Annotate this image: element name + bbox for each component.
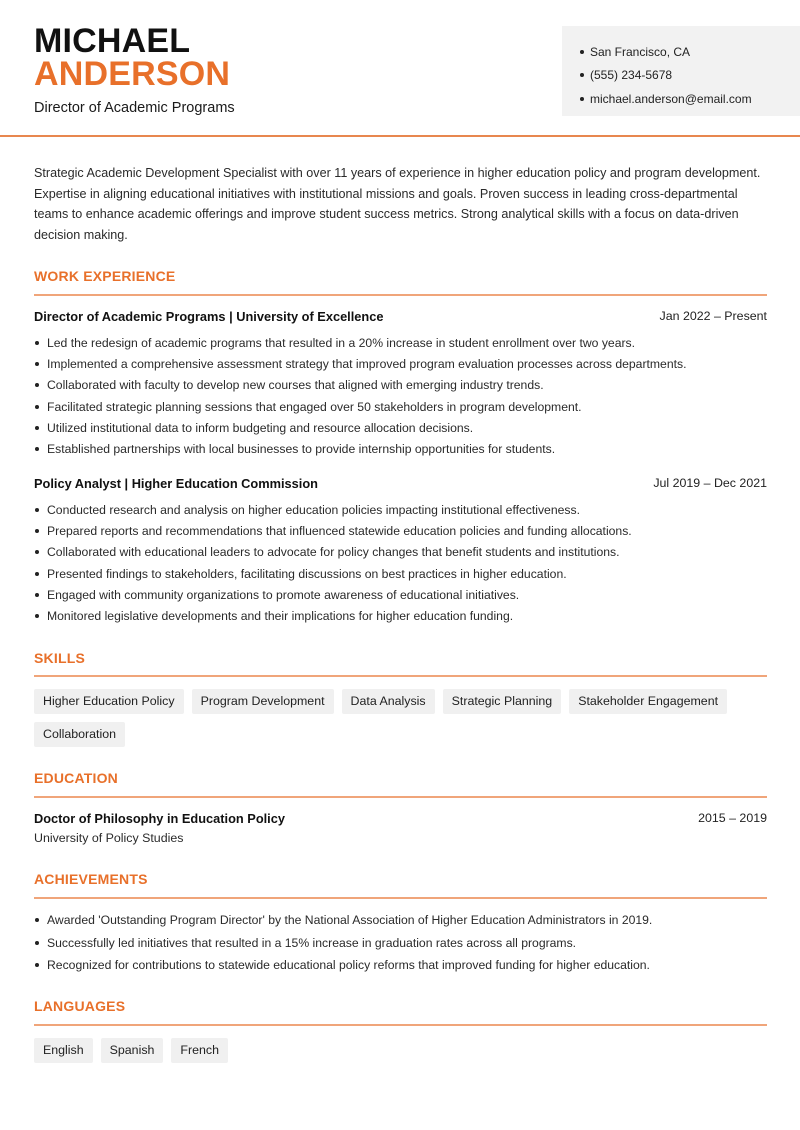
- list-item: [34, 375, 767, 396]
- list-item-text: Prepared reports and recommendations that influenced statewide education policies and funding allocations.: [47, 523, 632, 538]
- education-header: [34, 811, 767, 826]
- bullet-icon: [35, 941, 39, 945]
- bullet-icon: [35, 572, 39, 576]
- first-name: MICHAEL: [34, 22, 191, 60]
- list-item-text: Facilitated strategic planning sessions that engaged over 50 stakeholders in program development.: [47, 399, 582, 414]
- achievements-list: [34, 909, 767, 977]
- bullet-icon: [35, 362, 39, 366]
- bullet-icon: [35, 426, 39, 430]
- contact-phone-text[interactable]: (555) 234-5678: [590, 68, 673, 83]
- contact-email[interactable]: [580, 87, 800, 111]
- list-item: [34, 932, 767, 955]
- section-divider: [34, 294, 767, 296]
- section-title-skills: SKILLS: [34, 650, 85, 666]
- list-item: [34, 438, 767, 459]
- bullet-icon: [35, 550, 39, 554]
- job-dates: Jan 2022 – Present: [659, 309, 767, 323]
- job-role: Policy Analyst | Higher Education Commission: [34, 476, 318, 491]
- bullet-icon: [35, 405, 39, 409]
- bullet-icon: [35, 508, 39, 512]
- skill-chip: Higher Education Policy: [34, 689, 184, 714]
- list-item: [34, 542, 767, 563]
- list-item-text: Implemented a comprehensive assessment strategy that improved program evaluation processes across departments.: [47, 356, 687, 371]
- bullet-icon: [35, 593, 39, 597]
- section-title-achievements: ACHIEVEMENTS: [34, 871, 148, 887]
- section-divider: [34, 897, 767, 899]
- bullet-icon: [35, 447, 39, 451]
- contact-box: [562, 26, 800, 116]
- list-item-text: Established partnerships with local businesses to provide internship opportunities for students.: [47, 442, 556, 457]
- section-divider: [34, 675, 767, 677]
- job-role: Director of Academic Programs | University of Excellence: [34, 309, 384, 324]
- bullet-icon: [35, 529, 39, 533]
- bullet-icon: [580, 97, 584, 101]
- language-chip: French: [171, 1038, 228, 1063]
- list-item: [34, 417, 767, 438]
- section-title-work: WORK EXPERIENCE: [34, 268, 176, 284]
- contact-phone[interactable]: [580, 64, 800, 88]
- list-item: [34, 954, 767, 977]
- list-item-text: Conducted research and analysis on higher education policies impacting institutional effectiveness.: [47, 502, 580, 517]
- list-item-text: Led the redesign of academic programs that resulted in a 20% increase in student enrollment over two years.: [47, 335, 636, 350]
- last-name: ANDERSON: [34, 55, 231, 93]
- list-item-text: Awarded 'Outstanding Program Director' by the National Association of Higher Education Administrators in 2019.: [47, 913, 653, 928]
- list-item: [34, 396, 767, 417]
- education-degree: Doctor of Philosophy in Education Policy: [34, 811, 285, 826]
- section-title-education: EDUCATION: [34, 770, 118, 786]
- list-item-text: Utilized institutional data to inform budgeting and resource allocation decisions.: [47, 420, 474, 435]
- section-title-languages: LANGUAGES: [34, 998, 126, 1014]
- resume-header: [0, 0, 800, 137]
- contact-location-text: San Francisco, CA: [590, 44, 691, 59]
- language-chip: English: [34, 1038, 93, 1063]
- bullet-icon: [35, 614, 39, 618]
- bullet-icon: [35, 383, 39, 387]
- bullet-icon: [35, 963, 39, 967]
- list-item-text: Recognized for contributions to statewide educational policy reforms that improved funding for higher education.: [47, 958, 650, 973]
- list-item: [34, 563, 767, 584]
- skill-chip: Program Development: [192, 689, 334, 714]
- skill-chip: Stakeholder Engagement: [569, 689, 727, 714]
- list-item: [34, 520, 767, 541]
- skill-chip: Data Analysis: [342, 689, 435, 714]
- languages-list: [34, 1038, 767, 1063]
- contact-location: [580, 40, 800, 64]
- list-item: [34, 909, 767, 932]
- job-bullets: [34, 499, 767, 627]
- list-item-text: Collaborated with faculty to develop new courses that aligned with emerging industry trends.: [47, 378, 544, 393]
- education-school: University of Policy Studies: [34, 831, 184, 845]
- profile-summary: Strategic Academic Development Specialist with over 11 years of experience in higher education policy and program development. Expertise in aligning educational initiatives with institutional missions and goals. Proven success in leading cross-departmental teams to enhance academic offerings and improve student success metrics. Strong analytical skills with a focus on data-driven decision making.: [34, 166, 761, 243]
- list-item: [34, 332, 767, 353]
- job-header: [34, 309, 767, 324]
- section-divider: [34, 796, 767, 798]
- list-item-text: Collaborated with educational leaders to advocate for policy changes that benefit students and institutions.: [47, 545, 620, 560]
- job-dates: Jul 2019 – Dec 2021: [653, 476, 767, 490]
- list-item-text: Successfully led initiatives that resulted in a 15% increase in graduation rates across all programs.: [47, 935, 577, 950]
- list-item-text: Monitored legislative developments and their implications for higher education funding.: [47, 609, 514, 624]
- skill-chip: Collaboration: [34, 722, 125, 747]
- headline-title: Director of Academic Programs: [34, 100, 235, 116]
- education-dates: 2015 – 2019: [698, 811, 767, 825]
- job-bullets: [34, 332, 767, 460]
- bullet-icon: [35, 341, 39, 345]
- list-item-text: Presented findings to stakeholders, facilitating discussions on best practices in higher education.: [47, 566, 567, 581]
- list-item: [34, 499, 767, 520]
- contact-email-text[interactable]: michael.anderson@email.com: [590, 91, 752, 106]
- bullet-icon: [35, 918, 39, 922]
- list-item: [34, 353, 767, 374]
- skill-chip: Strategic Planning: [443, 689, 562, 714]
- language-chip: Spanish: [101, 1038, 164, 1063]
- list-item: [34, 584, 767, 605]
- skills-list: [34, 689, 767, 747]
- job-header: [34, 476, 767, 491]
- section-divider: [34, 1024, 767, 1026]
- list-item-text: Engaged with community organizations to promote awareness of educational initiatives.: [47, 587, 520, 602]
- bullet-icon: [580, 50, 584, 54]
- list-item: [34, 605, 767, 626]
- bullet-icon: [580, 73, 584, 77]
